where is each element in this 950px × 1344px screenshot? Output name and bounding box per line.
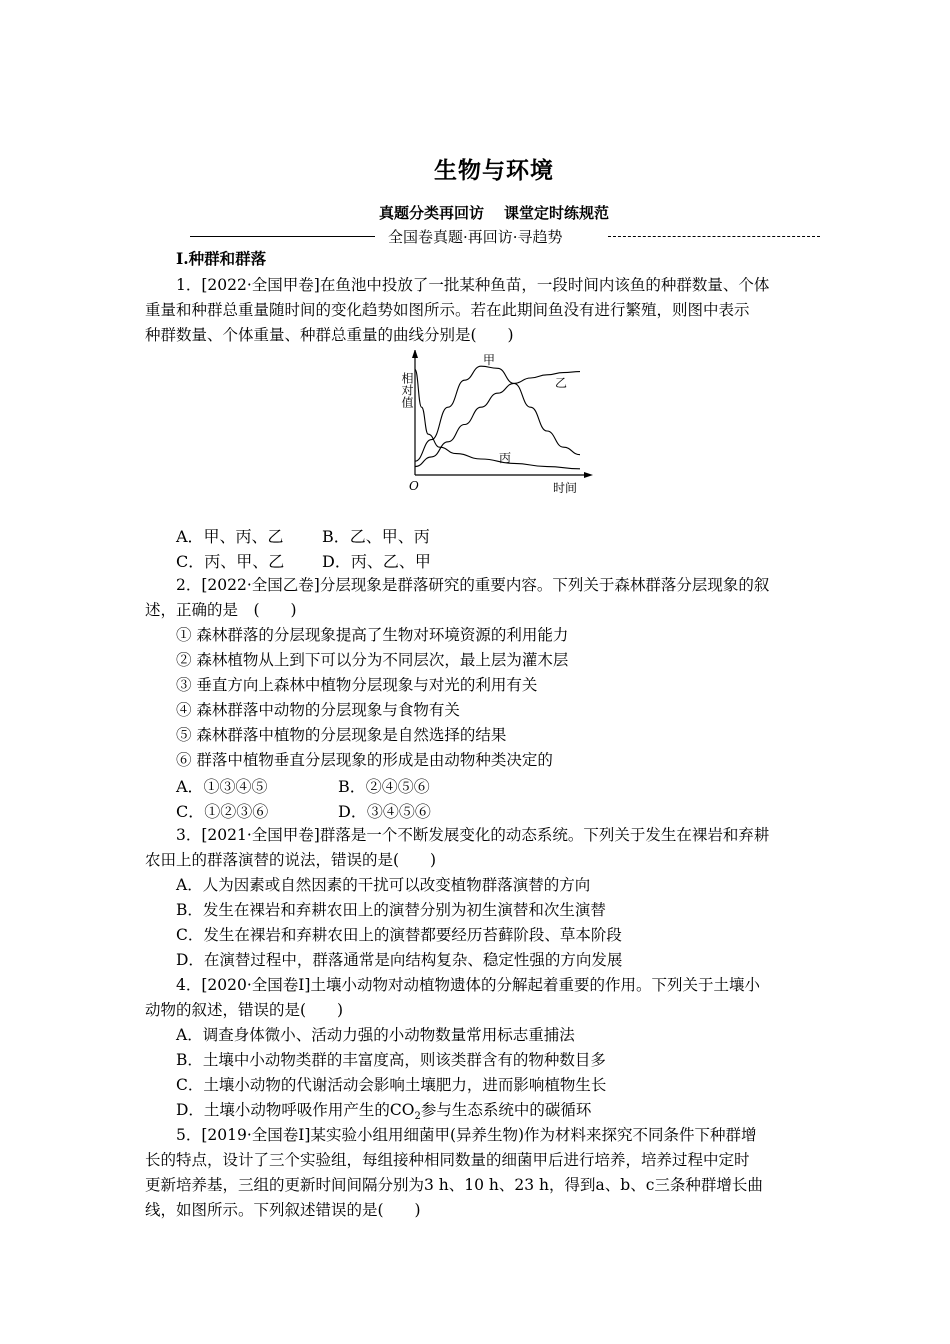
q1-chart [395, 350, 595, 500]
q2-line-2: 述，正确的是 ( ) [145, 601, 297, 619]
q4-line-2: 动物的叙述，错误的是( ) [145, 1001, 344, 1019]
series-label-yi: 乙 [555, 376, 568, 390]
banner-row [190, 226, 820, 246]
q1-line-1: 1．[2022·全国甲卷]在鱼池中投放了一批某种鱼苗，一段时间内该鱼的种群数量、个体 [176, 276, 770, 294]
x-axis-label: 时间 [553, 481, 578, 495]
q2-option-d: D．③④⑤⑥ [338, 802, 431, 821]
series-label-jia: 甲 [483, 353, 496, 367]
subtitle-part-2: 课堂定时练规范 [504, 204, 610, 222]
q2-option-c: C．①②③⑥ [176, 802, 269, 821]
q2-item-6: ⑥ 群落中植物垂直分层现象的形成是由动物种类决定的 [176, 751, 553, 769]
q3-line-1: 3．[2021·全国甲卷]群落是一个不断发展变化的动态系统。下列关于发生在裸岩和弃耕 [176, 826, 770, 844]
banner-text: 全国卷真题·再回访·寻趋势 [388, 228, 563, 246]
q2-option-a: A．①③④⑤ [176, 777, 268, 796]
q5-line-2: 长的特点，设计了三个实验组，每组接种相同数量的细菌甲后进行培养，培养过程中定时 [145, 1151, 750, 1169]
q2-item-1: ① 森林群落的分层现象提高了生物对环境资源的利用能力 [176, 626, 569, 644]
q2-item-4: ④ 森林群落中动物的分层现象与食物有关 [176, 701, 460, 719]
q4-option-c: C．土壤小动物的代谢活动会影响土壤肥力，进而影响植物生长 [176, 1076, 607, 1094]
origin-label: O [409, 479, 419, 493]
q5-line-1: 5．[2019·全国卷Ⅰ]某实验小组用细菌甲(异养生物)作为材料来探究不同条件下种群增 [176, 1126, 757, 1144]
q1-option-b: B．乙、甲、丙 [322, 527, 430, 546]
q1-option-c: C．丙、甲、乙 [176, 552, 285, 571]
banner-rule-left [190, 236, 375, 237]
q1-option-a: A．甲、丙、乙 [176, 527, 284, 546]
q4-line-1: 4．[2020·全国卷Ⅰ]土壤小动物对动植物遗体的分解起着重要的作用。下列关于土壤小 [176, 976, 760, 994]
q4-option-a: A．调查身体微小、活动力强的小动物数量常用标志重捕法 [176, 1026, 575, 1044]
page-title: 生物与环境 [434, 157, 554, 184]
q3-option-a: A．人为因素或自然因素的干扰可以改变植物群落演替的方向 [176, 876, 591, 894]
q2-item-3: ③ 垂直方向上森林中植物分层现象与对光的利用有关 [176, 676, 538, 694]
q4-option-d-sub: 2 [414, 1111, 421, 1123]
q2-item-5: ⑤ 森林群落中植物的分层现象是自然选择的结果 [176, 726, 507, 744]
q3-option-c: C．发生在裸岩和弃耕农田上的演替都要经历苔藓阶段、草本阶段 [176, 926, 622, 944]
q1-line-2: 重量和种群总重量随时间的变化趋势如图所示。若在此期间鱼没有进行繁殖，则图中表示 [145, 301, 750, 319]
series-label-bing: 丙 [499, 451, 512, 465]
q2-item-2: ② 森林植物从上到下可以分为不同层次，最上层为灌木层 [176, 651, 569, 669]
section-heading: Ⅰ.种群和群落 [176, 249, 267, 268]
subtitle-part-1: 真题分类再回访 [378, 204, 484, 222]
page-subtitle [0, 202, 950, 223]
q4-option-d-post: 参与生态系统中的碳循环 [420, 1101, 592, 1119]
banner-rule-right [608, 236, 820, 237]
q3-option-d: D．在演替过程中，群落通常是向结构复杂、稳定性强的方向发展 [176, 951, 623, 969]
q2-option-b: B．②④⑤⑥ [338, 777, 430, 796]
q2-line-1: 2．[2022·全国乙卷]分层现象是群落研究的重要内容。下列关于森林群落分层现象的叙 [176, 576, 770, 594]
q5-line-3: 更新培养基，三组的更新时间间隔分别为3 h、10 h、23 h，得到a、b、c三条种群增长曲 [145, 1176, 763, 1194]
q4-option-d-pre: D．土壤小动物呼吸作用产生的CO [176, 1101, 415, 1119]
q4-option-b: B．土壤中小动物类群的丰富度高，则该类群含有的物种数目多 [176, 1051, 606, 1069]
q1-option-d: D．丙、乙、甲 [322, 552, 431, 571]
q3-option-b: B．发生在裸岩和弃耕农田上的演替分别为初生演替和次生演替 [176, 901, 606, 919]
q3-line-2: 农田上的群落演替的说法，错误的是( ) [145, 851, 437, 869]
x-axis-arrow [584, 472, 593, 478]
q5-line-4: 线，如图所示。下列叙述错误的是( ) [145, 1201, 421, 1219]
y-axis-arrow [412, 350, 418, 358]
q1-line-3: 种群数量、个体重量、种群总重量的曲线分别是( ) [145, 326, 514, 344]
y-axis-label: 相对值 [400, 372, 414, 408]
